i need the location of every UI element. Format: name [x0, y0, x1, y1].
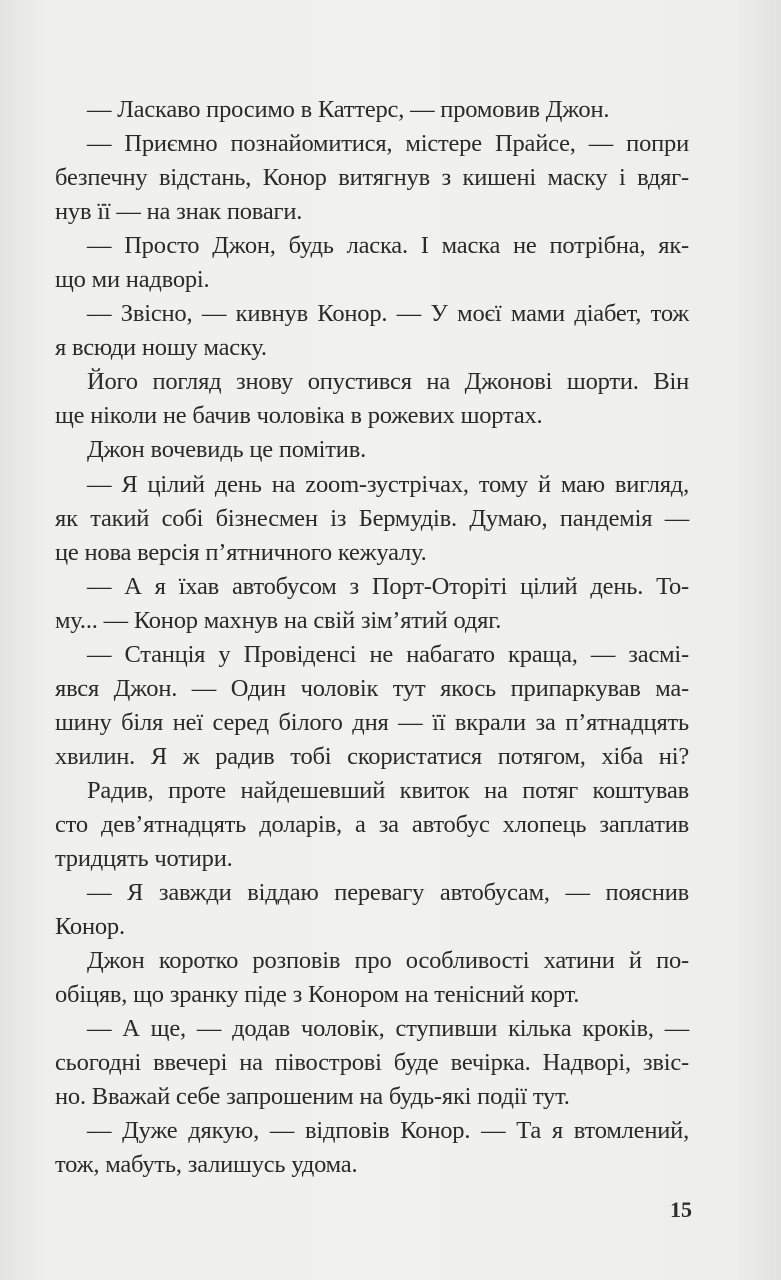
text-line: му... — Конор махнув на свій зім’ятий одяг. [55, 606, 502, 634]
text-line: Джон коротко розповів про особливості хатини й по- [87, 947, 689, 975]
body-text [55, 93, 689, 1183]
text-line: — Ласкаво просимо в Каттерс, — промовив Джон. [87, 96, 610, 123]
text-line: це нова версія п’ятничного кежуалу. [55, 538, 427, 566]
text-line: Джон вочевидь це помітив. [87, 436, 366, 464]
text-line: я всюди ношу маску. [55, 334, 267, 362]
text-line: Радив, проте найдешевший квиток на потяг коштував [87, 776, 689, 804]
text-line: сьогодні ввечері на півострові буде вечірка. Надворі, звіс- [55, 1049, 689, 1077]
page-number: 15 [670, 1197, 692, 1222]
text-line: — Станція у Провіденсі не набагато краща, — засмі- [87, 640, 689, 668]
text-line: безпечну відстань, Конор витягнув з кишені маску і вдяг- [55, 164, 689, 192]
text-line: — Приємно познайомитися, містере Прайсе, — попри [87, 130, 689, 158]
text-line: що ми надворі. [55, 266, 210, 294]
text-line: хвилин. Я ж радив тобі скористатися потягом, хіба ні? [55, 742, 689, 770]
text-line: — Звісно, — кивнув Конор. — У моєї мами діабет, тож [87, 300, 689, 328]
text-line: сто дев’ятнадцять доларів, а за автобус хлопець заплатив [55, 810, 689, 838]
text-line: шину біля неї серед білого дня — її вкрали за п’ятнадцять [55, 708, 689, 736]
text-line: нув її — на знак поваги. [55, 198, 303, 226]
text-line: Конор. [55, 913, 125, 941]
text-line: як такий собі бізнесмен із Бермудів. Думаю, пандемія — [55, 504, 689, 532]
text-line: — Я завжди віддаю перевагу автобусам, — пояснив [87, 879, 689, 907]
text-line: — А ще, — додав чоловік, ступивши кілька кроків, — [87, 1015, 689, 1043]
text-line: явся Джон. — Один чоловік тут якось припаркував ма- [55, 674, 689, 702]
text-line: тож, мабуть, залишусь удома. [55, 1151, 358, 1179]
text-line: — А я їхав автобусом з Порт-Оторіті цілий день. То- [87, 572, 689, 600]
text-line: обіцяв, що зранку піде з Конором на тенісний корт. [55, 981, 580, 1009]
text-line: но. Вважай себе запрошеним на будь-які події тут. [55, 1083, 570, 1111]
text-line: — Просто Джон, будь ласка. І маска не потрібна, як- [87, 232, 689, 260]
text-line: ще ніколи не бачив чоловіка в рожевих шортах. [55, 402, 543, 430]
text-line: — Дуже дякую, — відповів Конор. — Та я втомлений, [87, 1117, 689, 1145]
text-line: тридцять чотири. [55, 845, 233, 873]
text-line: Його погляд знову опустився на Джонові шорти. Він [87, 368, 689, 396]
text-line: — Я цілий день на zoom-зустрічах, тому й маю вигляд, [87, 470, 689, 498]
